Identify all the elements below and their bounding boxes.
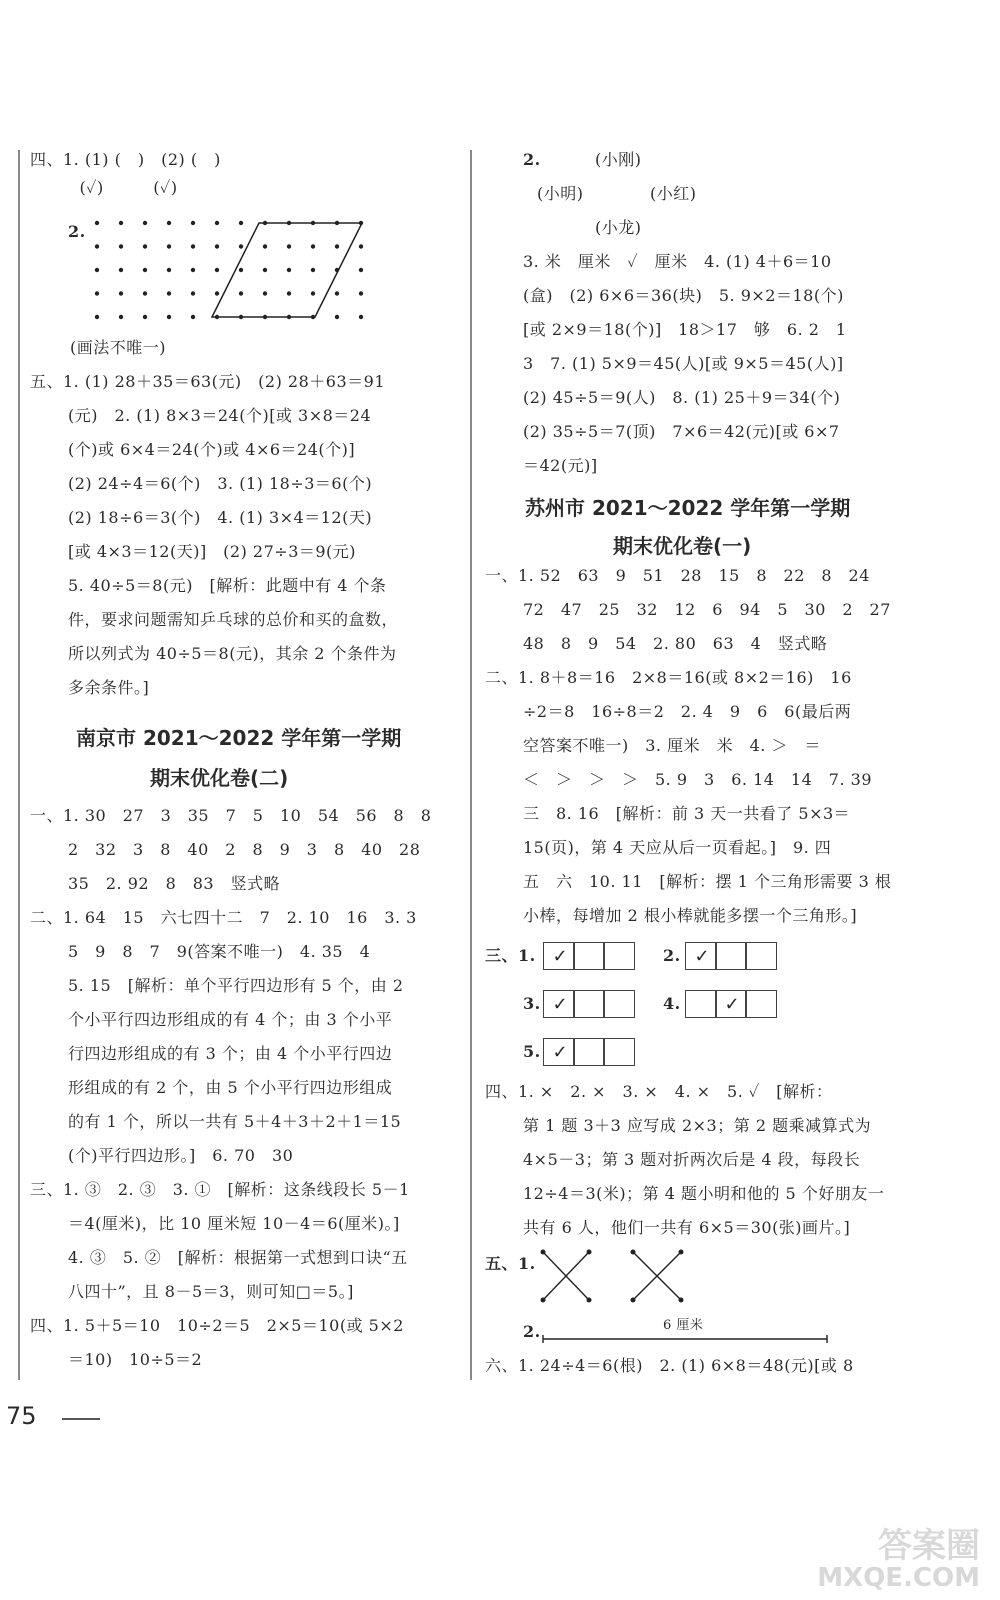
text-line: (元) 2. (1) 8×3＝24(个)[或 3×8＝24 [68, 406, 372, 425]
text-line: (盒) (2) 6×6＝36(块) 5. 9×2＝18(个) [523, 286, 844, 305]
left-margin-rule [18, 150, 20, 1380]
grid-dot [119, 315, 123, 319]
text-line: 行四边形组成的有 3 个；由 4 个小平行四边 [68, 1044, 393, 1063]
text-line: ÷2＝8 16÷8＝2 2. 4 9 6 6(最后两 [523, 702, 852, 721]
grid-dot [287, 291, 291, 295]
answer-box [603, 1038, 635, 1066]
text-line: 五、1. (1) 28＋35＝63(元) (2) 28＋63＝91 [30, 372, 385, 391]
line-segment-figure [541, 1334, 831, 1344]
text-line: 3 7. (1) 5×9＝45(人)[或 9×5＝45(人)] [523, 354, 844, 373]
name-label: (小明) [537, 184, 584, 203]
text-line: (画法不唯一) [70, 338, 166, 357]
watermark-logo [817, 1528, 980, 1592]
segment-length-label: 6 厘米 [663, 1318, 704, 1333]
text-line: ＝42(元)] [523, 456, 598, 475]
grid-dot [359, 244, 363, 248]
grid-dot [95, 291, 99, 295]
page-number: 75 [6, 1402, 37, 1430]
item-label: 4. [663, 994, 681, 1013]
section-subheading: 期末优化卷(一) [613, 534, 752, 558]
answer-box [573, 942, 605, 970]
text-line: 小棒，每增加 2 根小棒就能多摆一个三角形。] [523, 906, 858, 925]
point-dot [631, 1250, 636, 1255]
answer-box [715, 990, 747, 1018]
text-line: (2) 18÷6＝3(个) 4. (1) 3×4＝12(天) [68, 508, 373, 527]
grid-dot [239, 244, 243, 248]
grid-dot [311, 244, 315, 248]
grid-dot [119, 221, 123, 225]
page-number-rule [62, 1418, 100, 1420]
item-label: 2. [523, 1322, 541, 1341]
grid-dot [95, 268, 99, 272]
text-line: 四、1. (1) ( ) (2) ( ) [30, 150, 221, 169]
answer-box [543, 990, 575, 1018]
grid-dot [143, 244, 147, 248]
text-line: 第 1 题 3＋3 应写成 2×3；第 2 题乘减算式为 [523, 1116, 872, 1135]
grid-dot [359, 268, 363, 272]
text-line: 5. 15 [解析：单个平行四边形有 5 个，由 2 [68, 976, 404, 995]
grid-dot [143, 315, 147, 319]
text-line: (个)或 6×4＝24(个)或 4×6＝24(个)] [68, 440, 356, 459]
text-line: 一、1. 52 63 9 51 28 15 8 22 8 24 [485, 566, 870, 585]
grid-dot [95, 244, 99, 248]
grid-dot [167, 268, 171, 272]
text-line: 八四十”，且 8－5＝3，则可知□＝5。] [68, 1282, 354, 1301]
text-line: 35 2. 92 8 83 竖式略 [68, 874, 281, 893]
point-dot [541, 1298, 546, 1303]
point-dot [587, 1250, 592, 1255]
grid-dot [143, 291, 147, 295]
answer-box [573, 1038, 605, 1066]
grid-dot [167, 291, 171, 295]
section-heading: 苏州市 2021～2022 学年第一学期 [525, 496, 851, 520]
text-line: 二、1. 64 15 六七四十二 7 2. 10 16 3. 3 [30, 908, 417, 927]
grid-dot [167, 315, 171, 319]
text-line: 三 8. 16 [解析：前 3 天一共看了 5×3＝ [523, 804, 851, 823]
text-line: 共有 6 人，他们一共有 6×5＝30(张)画片。] [523, 1218, 851, 1237]
answer-box [685, 942, 717, 970]
grid-dot [191, 268, 195, 272]
grid-dot [263, 244, 267, 248]
text-line: 5. 40÷5＝8(元) [解析：此题中有 4 个条 [68, 576, 387, 595]
text-line: 的有 1 个，所以一共有 5＋4＋3＋2＋1＝15 [68, 1112, 402, 1131]
grid-dot [335, 291, 339, 295]
text-line: 5 9 8 7 9(答案不唯一) 4. 35 4 [68, 942, 371, 961]
grid-dot [311, 291, 315, 295]
text-line: ＝10) 10÷5＝2 [68, 1350, 203, 1369]
text-line: 二、1. 8＋8＝16 2×8＝16(或 8×2＝16) 16 [485, 668, 852, 687]
check-mark: ✓ [552, 1042, 568, 1063]
text-line: (2) 45÷5＝9(人) 8. (1) 25＋9＝34(个) [523, 388, 841, 407]
text-line: 件，要求问题需知乒乓球的总价和买的盒数， [68, 610, 399, 629]
point-dot [679, 1250, 684, 1255]
section-heading: 南京市 2021～2022 学年第一学期 [76, 726, 402, 750]
grid-dot [215, 221, 219, 225]
point-dot [631, 1298, 636, 1303]
grid-dot [215, 291, 219, 295]
answer-box [603, 990, 635, 1018]
grid-dot [263, 291, 267, 295]
text-line: 所以列式为 40÷5＝8(元)，其余 2 个条件为 [68, 644, 397, 663]
dot-grid [95, 221, 363, 319]
grid-dot [95, 221, 99, 225]
answer-box [603, 942, 635, 970]
text-line: 4×5－3；第 3 题对折两次后是 4 段，每段长 [523, 1150, 861, 1169]
dot-grid-figure [92, 212, 392, 332]
text-line: 12÷4＝3(米)；第 4 题小明和他的 5 个好朋友一 [523, 1184, 885, 1203]
text-line: 六、1. 24÷4＝6(根) 2. (1) 6×8＝48(元)[或 8 [485, 1356, 854, 1375]
grid-dot [215, 244, 219, 248]
grid-dot [239, 268, 243, 272]
grid-dot [119, 268, 123, 272]
grid-dot [215, 268, 219, 272]
text-line: (2) 24÷4＝6(个) 3. (1) 18÷3＝6(个) [68, 474, 373, 493]
watermark-title: 答案圈 [878, 1526, 980, 1566]
grid-dot [287, 244, 291, 248]
text-line: 多余条件。] [68, 678, 150, 697]
text-line: (2) 35÷5＝7(顶) 7×6＝42(元)[或 6×7 [523, 422, 840, 441]
text-line: (个)平行四边形。] 6. 70 30 [68, 1146, 294, 1165]
item-label: 三、1. [485, 946, 536, 965]
text-line: ＜ ＞ ＞ ＞ 5. 9 3 6. 14 14 7. 39 [523, 770, 872, 789]
check-mark: ✓ [552, 946, 568, 967]
grid-dot [143, 221, 147, 225]
item-label: 3. [523, 994, 541, 1013]
answer-box [745, 990, 777, 1018]
text-line: 五 六 10. 11 [解析：摆 1 个三角形需要 3 根 [523, 872, 892, 891]
text-line: 空答案不唯一) 3. 厘米 米 4. ＞ ＝ [523, 736, 821, 755]
grid-dot [143, 268, 147, 272]
grid-dot [191, 221, 195, 225]
item-label: 5. [523, 1042, 541, 1061]
grid-dot [95, 315, 99, 319]
item-label: 五、1. [485, 1254, 536, 1273]
text-line: 四、1. 5＋5＝10 10÷2＝5 2×5＝10(或 5×2 [30, 1316, 404, 1335]
text-line: 3. 米 厘米 ✓ 厘米 4. (1) 4＋6＝10 [523, 252, 832, 271]
section-subheading: 期末优化卷(二) [150, 766, 289, 790]
text-line: 72 47 25 32 12 6 94 5 30 2 27 [523, 600, 891, 619]
text-line: 48 8 9 54 2. 80 63 4 竖式略 [523, 634, 828, 653]
grid-dot [119, 244, 123, 248]
grid-dot [191, 291, 195, 295]
name-label: (小龙) [595, 218, 642, 237]
answer-box [715, 942, 747, 970]
answer-box [685, 990, 717, 1018]
text-line: 4. ③ 5. ② [解析：根据第一式想到口诀“五 [68, 1248, 408, 1267]
text-line: 个小平行四边形组成的有 4 个；由 3 个小平 [68, 1010, 393, 1029]
text-line: 三、1. ③ 2. ③ 3. ① [解析：这条线段长 5－1 [30, 1180, 410, 1199]
name-label: (小红) [650, 184, 697, 203]
grid-dot [335, 315, 339, 319]
grid-dot [119, 291, 123, 295]
watermark-url: MXQE.COM [817, 1563, 980, 1593]
text-line: 2 32 3 8 40 2 8 9 3 8 40 28 [68, 840, 421, 859]
grid-dot [239, 291, 243, 295]
grid-dot [191, 315, 195, 319]
text-line: (✓) (✓) [30, 178, 178, 197]
grid-dot [263, 268, 267, 272]
column-divider [470, 150, 472, 1380]
point-dot [541, 1250, 546, 1255]
answer-box [543, 1038, 575, 1066]
answer-box [745, 942, 777, 970]
text-line: [或 4×3＝12(天)] (2) 27÷3＝9(元) [68, 542, 357, 561]
grid-dot [311, 268, 315, 272]
check-mark: ✓ [552, 994, 568, 1015]
text-line: 四、1. × 2. × 3. × 4. × 5. ✓ [解析： [485, 1082, 833, 1101]
text-line: [或 2×9＝18(个)] 18＞17 够 6. 2 1 [523, 320, 847, 339]
grid-dot [359, 291, 363, 295]
item-label: 2. [68, 222, 86, 241]
text-line: 形组成的有 2 个，由 5 个小平行四边形组成 [68, 1078, 393, 1097]
crossing-lines-figure [537, 1248, 707, 1308]
item-label: 2. [523, 150, 541, 169]
answer-box [543, 942, 575, 970]
name-label: (小刚) [595, 150, 642, 169]
grid-dot [239, 221, 243, 225]
grid-dot [287, 268, 291, 272]
grid-dot [167, 221, 171, 225]
check-mark: ✓ [694, 946, 710, 967]
answer-box [573, 990, 605, 1018]
grid-dot [191, 244, 195, 248]
grid-dot [359, 315, 363, 319]
text-line: ＝4(厘米)，比 10 厘米短 10－4＝6(厘米)。] [68, 1214, 400, 1233]
grid-dot [335, 244, 339, 248]
text-line: 一、1. 30 27 3 35 7 5 10 54 56 8 8 [30, 806, 432, 825]
grid-dot [167, 244, 171, 248]
text-line: 15(页)，第 4 天应从后一页看起。] 9. 四 [523, 838, 832, 857]
point-dot [679, 1298, 684, 1303]
check-mark: ✓ [724, 994, 740, 1015]
point-dot [587, 1298, 592, 1303]
item-label: 2. [663, 946, 681, 965]
